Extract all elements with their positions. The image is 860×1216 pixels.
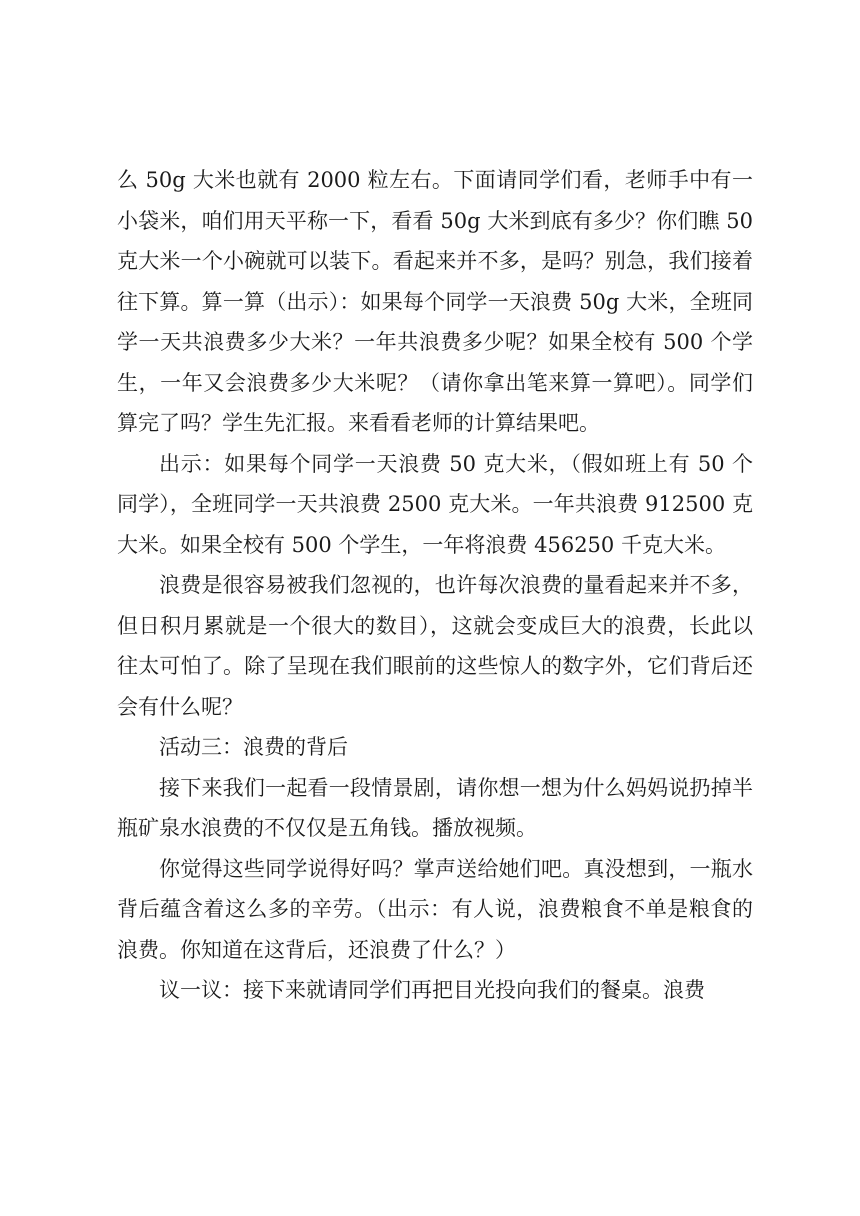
section-heading-activity-3: 活动三：浪费的背后: [159, 735, 348, 759]
paragraph-7: 议一议：接下来就请同学们再把目光投向我们的餐桌。浪费: [159, 978, 705, 1002]
paragraph-6: 你觉得这些同学说得好吗？掌声送给她们吧。真没想到，一瓶水背后蕴含着这么多的辛劳。（出示：有人说，浪费粮食不单是粮食的浪费。你知道在这背后，还浪费了什么？）: [117, 856, 753, 962]
document-page: [117, 160, 753, 1011]
paragraph-1: 么 50g 大米也就有 2000 粒左右。下面请同学们看，老师手中有一小袋米，咱们用天平称一下，看看 50g 大米到底有多少？你们瞧 50 克大米一个小碗就可以装下。看起来并不多，是吗？别急，我们接着往下算。算一算（出示）：如果每个同学一天浪费 50g 大米，全班同学一天共浪费多少大米？一年共浪费多少呢？如果全校有 500 个学生，一年又会浪费多少大米呢？（请你拿出笔来算一算吧）。同学们算完了吗？学生先汇报。来看看老师的计算结果吧。: [117, 168, 753, 435]
paragraph-3: 浪费是很容易被我们忽视的，也许每次浪费的量看起来并不多，但日积月累就是一个很大的数目），这就会变成巨大的浪费，长此以往太可怕了。除了呈现在我们眼前的这些惊人的数字外，它们背后还会有什么呢？: [117, 573, 753, 719]
paragraph-5: 接下来我们一起看一段情景剧，请你想一想为什么妈妈说扔掉半瓶矿泉水浪费的不仅仅是五角钱。播放视频。: [117, 775, 753, 840]
paragraph-2: 出示：如果每个同学一天浪费 50 克大米，（假如班上有 50 个同学），全班同学一天共浪费 2500 克大米。一年共浪费 912500 克大米。如果全校有 500 个学生，一年将浪费 456250 千克大米。: [117, 451, 753, 557]
